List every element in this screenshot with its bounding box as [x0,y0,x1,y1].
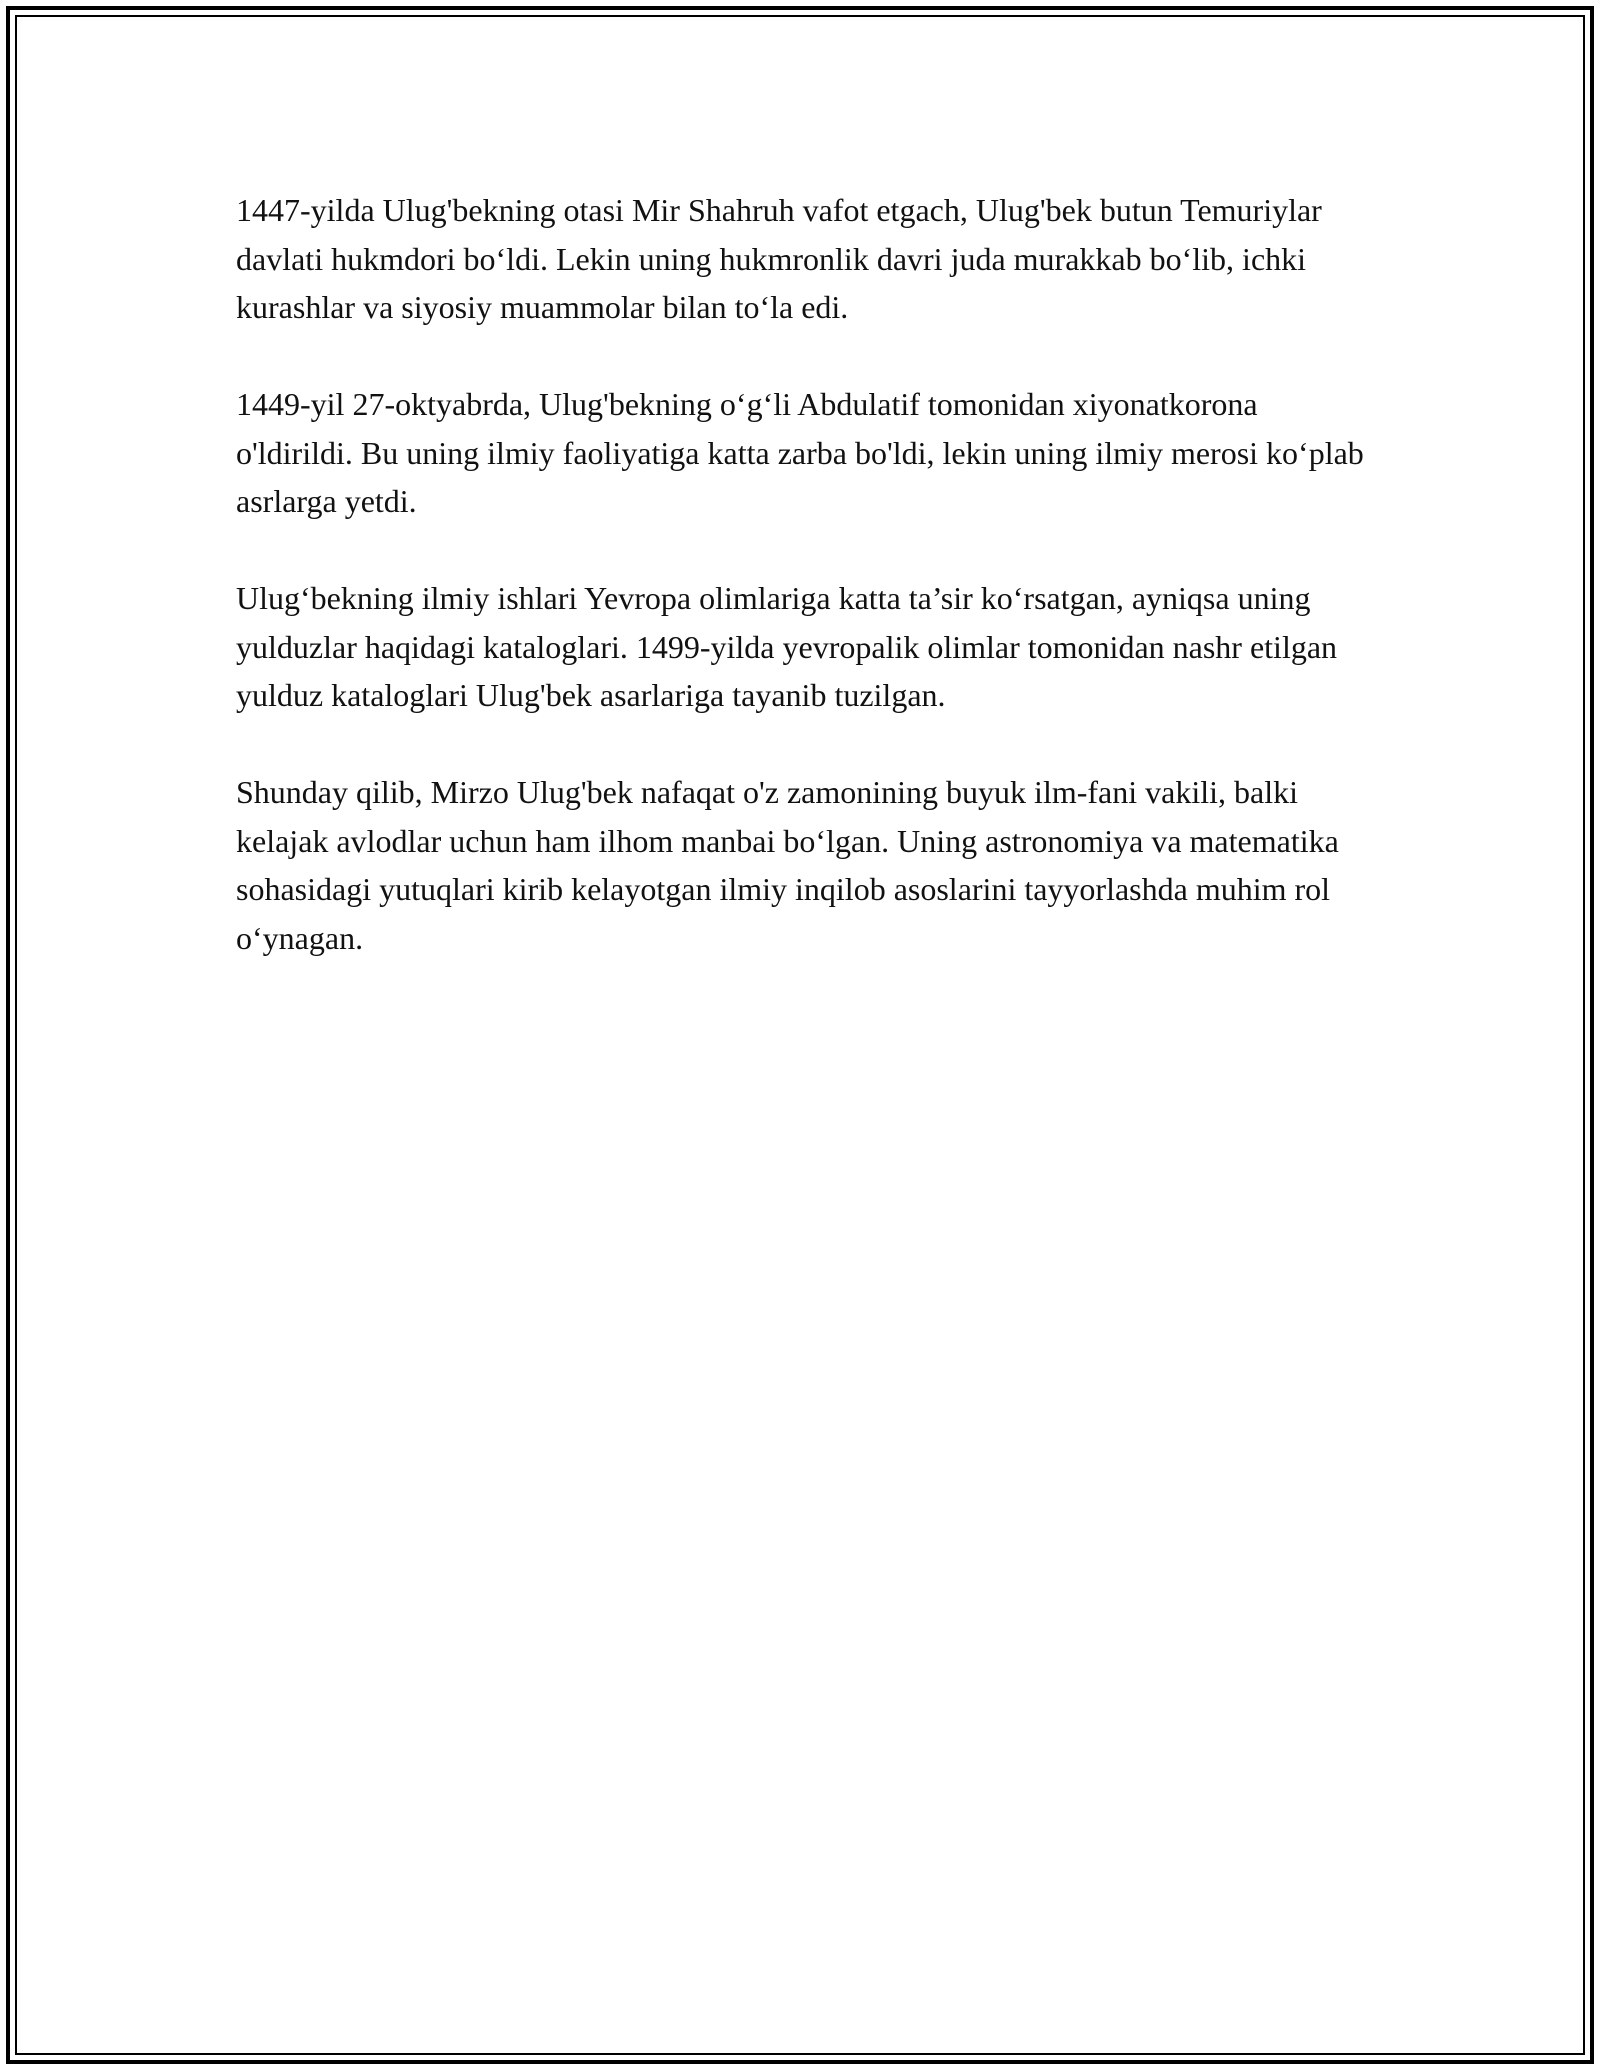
paragraph-2: 1449-yil 27-oktyabrda, Ulug'bekning o‘g‘li Abdulatif tomonidan xiyonatkorona o'ldirildi. Bu uning ilmiy faoliyatiga katta zarba bo'ldi, lekin uning ilmiy merosi ko‘plab asrlarga yetdi. [236,386,1364,519]
document-body [236,186,1366,1011]
paragraph-4: Shunday qilib, Mirzo Ulug'bek nafaqat o'z zamonining buyuk ilm-fani vakili, balki kelajak avlodlar uchun ham ilhom manbai bo‘lgan. Uning astronomiya va matematika sohasidagi yutuqlari kirib kelayotgan ilmiy inqilob asoslarini tayyorlashda muhim rol o‘ynagan. [236,774,1339,956]
paragraph-3: Ulug‘bekning ilmiy ishlari Yevropa olimlariga katta ta’sir ko‘rsatgan, ayniqsa uning yulduzlar haqidagi kataloglari. 1499-yilda yevropalik olimlar tomonidan nashr etilgan yulduz kataloglari Ulug'bek asarlariga tayanib tuzilgan. [236,580,1338,713]
paragraph-1: 1447-yilda Ulug'bekning otasi Mir Shahruh vafot etgach, Ulug'bek butun Temuriylar davlati hukmdori bo‘ldi. Lekin uning hukmronlik davri juda murakkab bo‘lib, ichki kurashlar va siyosiy muammolar bilan to‘la edi. [236,192,1322,325]
